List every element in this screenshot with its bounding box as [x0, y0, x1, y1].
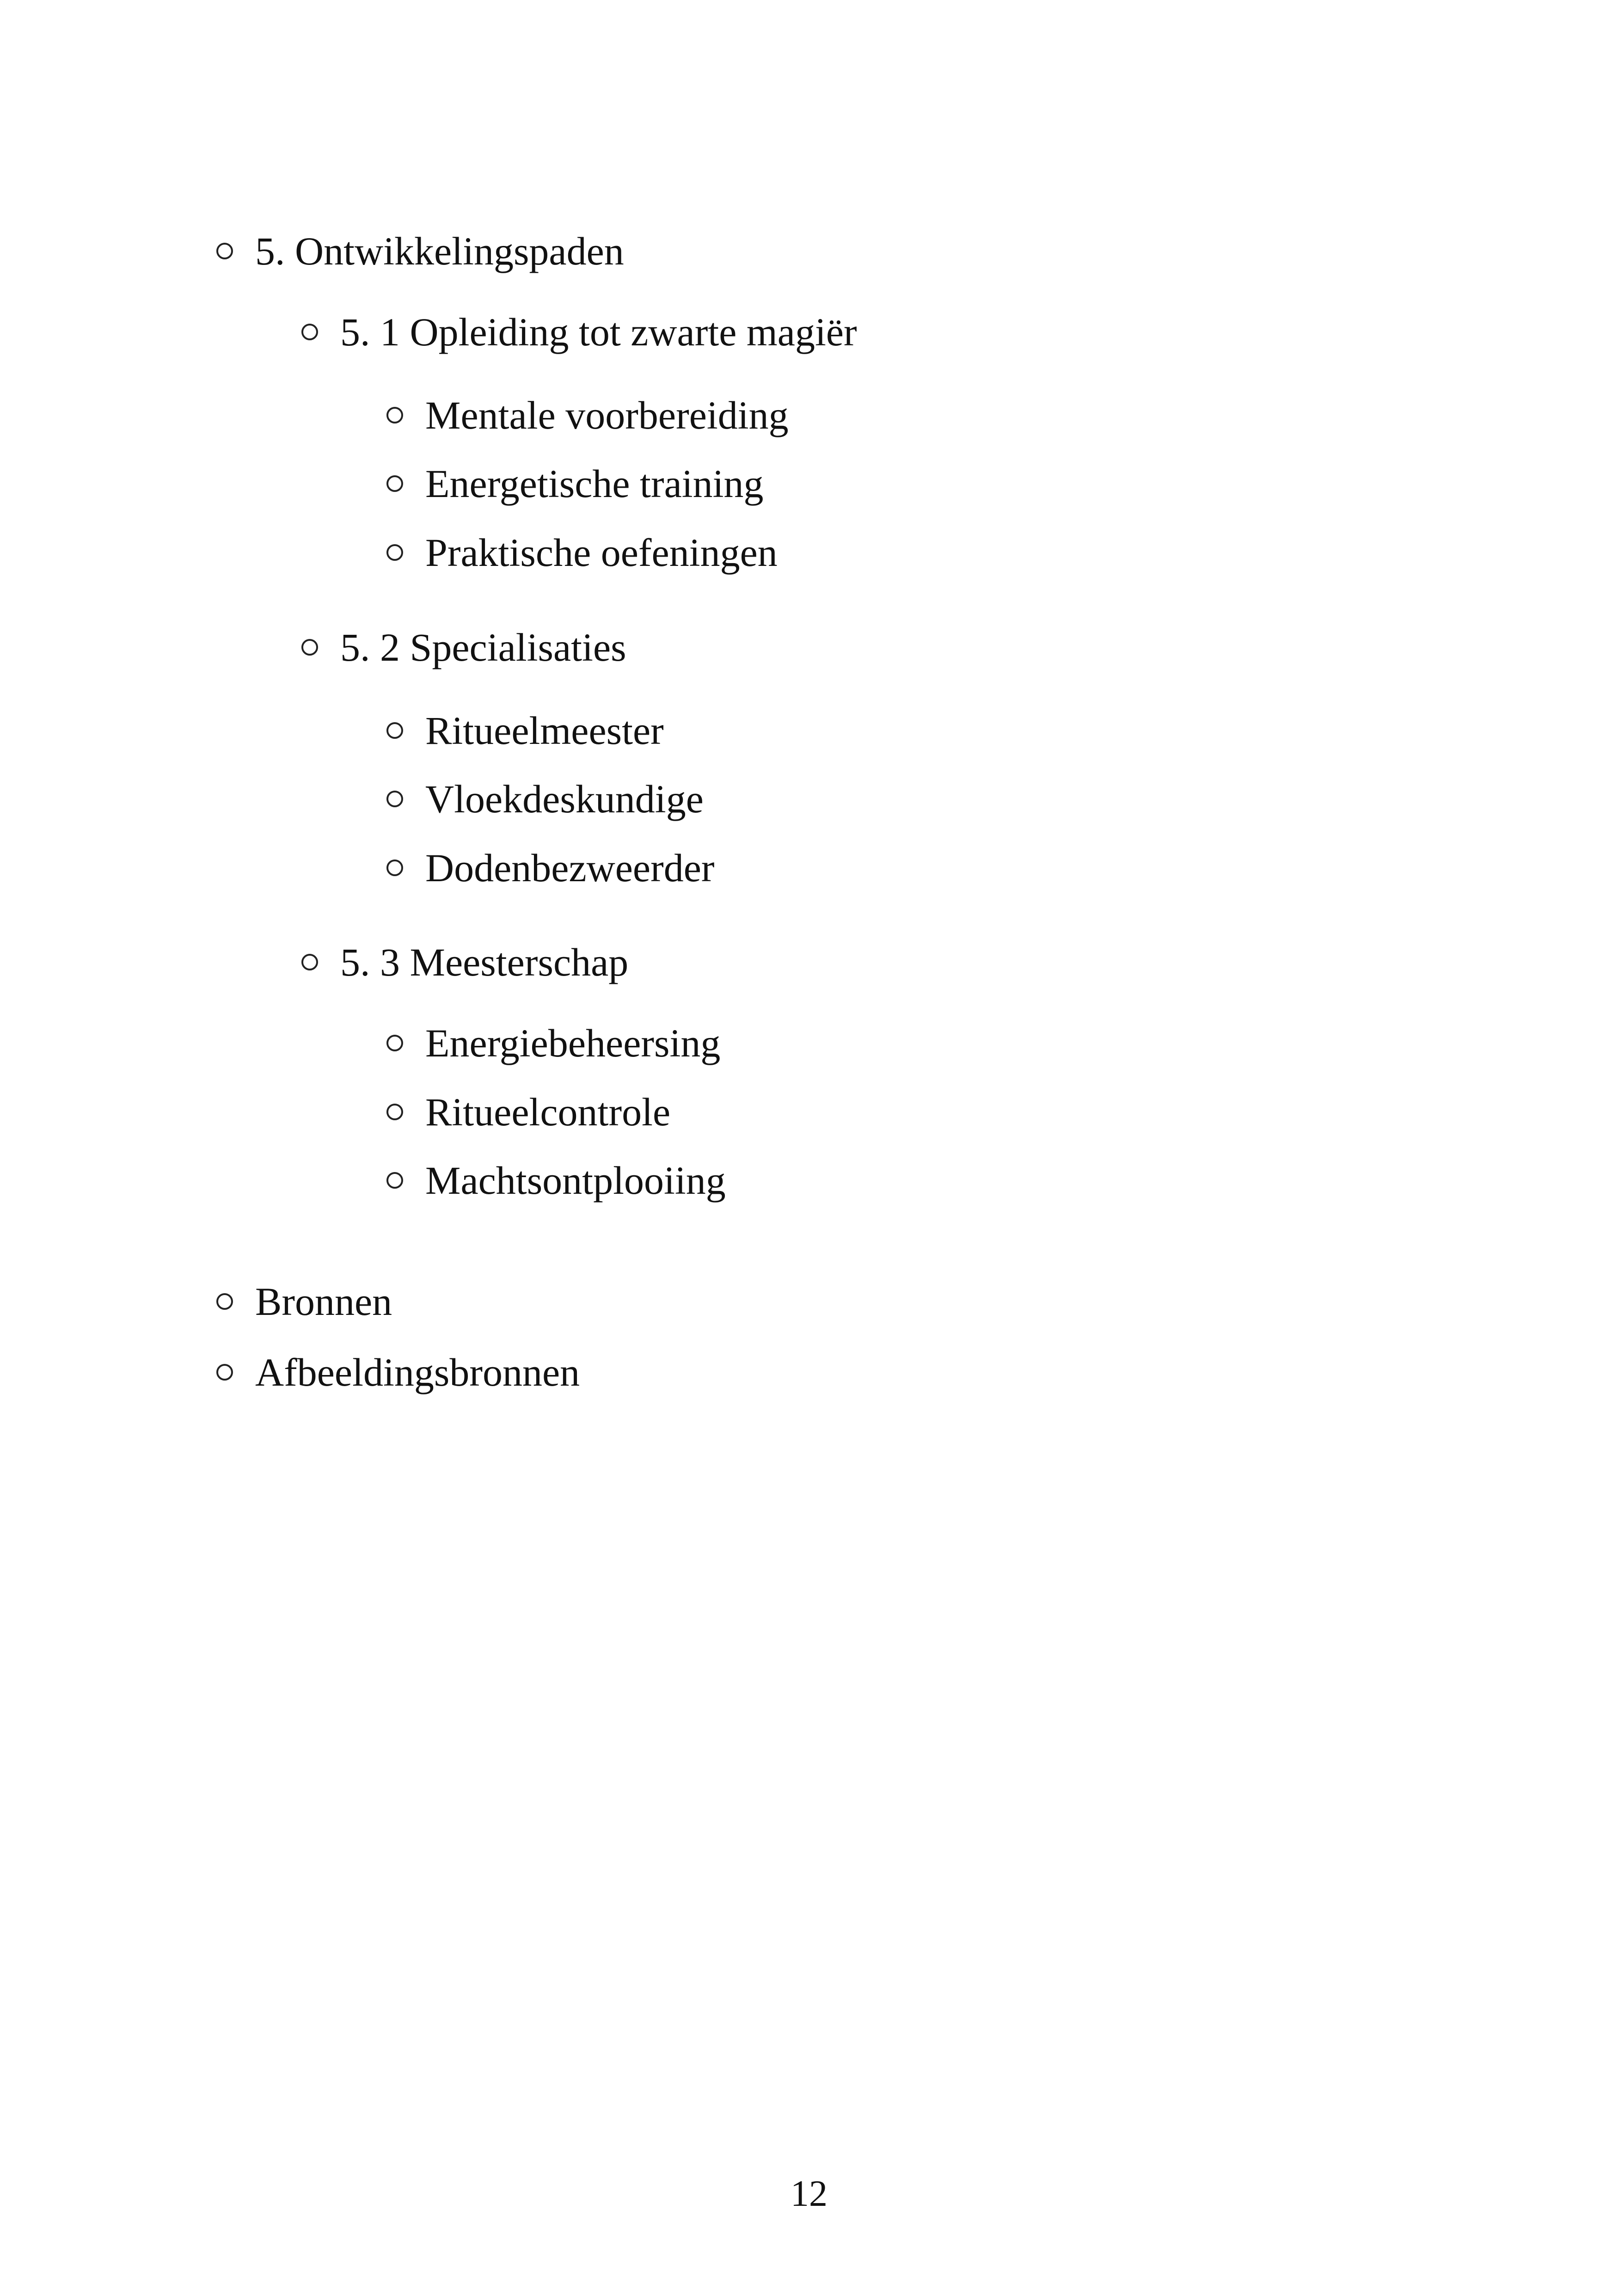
toc-item-energetische-training: [386, 461, 764, 506]
toc-item-label: Dodenbezweerder: [425, 846, 715, 890]
toc-item-label: Mentale voorbereiding: [425, 393, 789, 437]
toc-item-vloekdeskundige: [386, 779, 704, 819]
circle-bullet-icon: [386, 791, 403, 807]
toc-item-label: Machtsontplooiing: [425, 1158, 726, 1203]
circle-bullet-icon: [216, 1293, 233, 1310]
toc-item-label: Praktische oefeningen: [425, 530, 778, 575]
toc-item-label: 5. 1 Opleiding tot zwarte magiër: [340, 310, 857, 354]
toc-item-bronnen: [216, 1279, 392, 1324]
toc-item-label: Afbeeldingsbronnen: [255, 1350, 580, 1394]
toc-item-energiebeheersing: [386, 1023, 720, 1063]
toc-item-label: Ritueelcontrole: [425, 1090, 671, 1134]
circle-bullet-icon: [386, 722, 403, 739]
circle-bullet-icon: [301, 639, 318, 656]
toc-item-mentale-voorbereiding: [386, 395, 789, 435]
toc-item-meesterschap: [301, 942, 628, 982]
circle-bullet-icon: [301, 324, 318, 340]
circle-bullet-icon: [216, 1364, 233, 1381]
toc-item-label: Energiebeheersing: [425, 1021, 721, 1065]
toc-item-label: 5. 2 Specialisaties: [340, 625, 626, 669]
circle-bullet-icon: [386, 859, 403, 876]
toc-item-afbeeldingsbronnen: [216, 1352, 580, 1392]
toc-item-label: Energetische training: [425, 461, 764, 506]
toc-item-label: 5. Ontwikkelingspaden: [255, 229, 624, 273]
circle-bullet-icon: [386, 544, 403, 561]
toc-item-label: 5. 3 Meesterschap: [340, 940, 629, 984]
circle-bullet-icon: [301, 954, 318, 970]
toc-item-label: Bronnen: [255, 1279, 392, 1324]
circle-bullet-icon: [386, 1172, 403, 1189]
toc-item-ritueelcontrole: [386, 1092, 670, 1132]
toc-item-label: Vloekdeskundige: [425, 777, 704, 821]
toc-item-praktische-oefeningen: [386, 530, 778, 575]
toc-item-dodenbezweerder: [386, 848, 715, 888]
toc-item-specialisaties: [301, 627, 626, 667]
circle-bullet-icon: [386, 1104, 403, 1120]
toc-item-ontwikkelingspaden: [216, 231, 624, 271]
circle-bullet-icon: [386, 1035, 403, 1051]
toc-item-machtsontplooiing: [386, 1158, 726, 1203]
toc-item-label: Ritueelmeester: [425, 708, 664, 753]
toc-item-opleiding: [301, 312, 857, 352]
circle-bullet-icon: [386, 407, 403, 424]
circle-bullet-icon: [386, 475, 403, 492]
toc-item-ritueelmeester: [386, 708, 664, 753]
page-number: 12: [791, 2173, 827, 2214]
circle-bullet-icon: [216, 243, 233, 259]
